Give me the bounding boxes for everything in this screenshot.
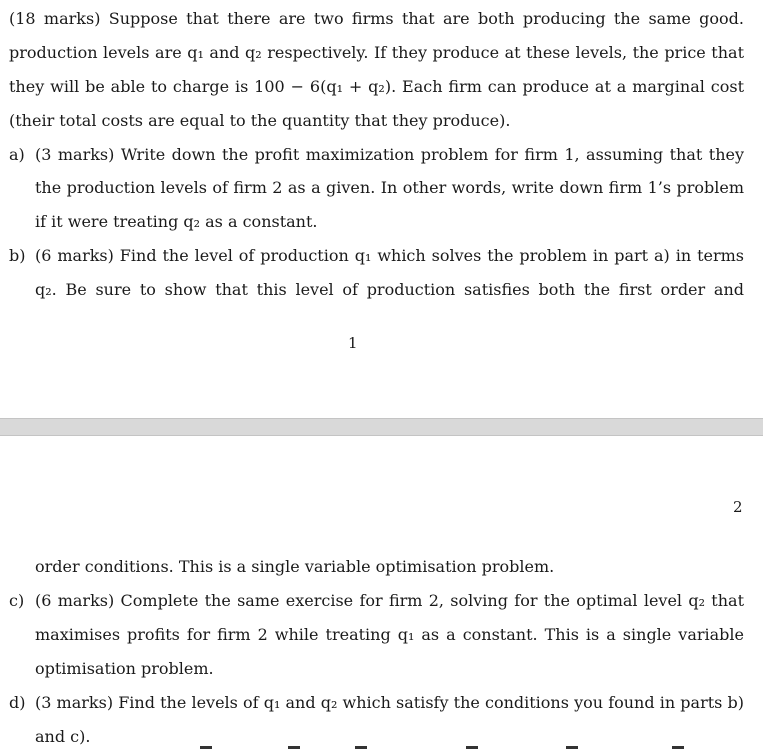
part-d-label: d) xyxy=(9,693,26,712)
page-number-1: 1 xyxy=(348,334,358,352)
cutoff-fragment xyxy=(672,746,684,749)
part-a-line-2: the production levels of firm 2 as a given. In other words, write down firm 1’s problem xyxy=(35,178,744,197)
part-b-label: b) xyxy=(9,246,26,265)
cutoff-fragment xyxy=(200,746,212,749)
part-a-line-1: (3 marks) Write down the profit maximization problem for firm 1, assuming that they xyxy=(35,145,744,164)
part-b-line-2: q₂. Be sure to show that this level of production satisfies both the first order and xyxy=(35,280,744,299)
part-a-line-3: if it were treating q₂ as a constant. xyxy=(35,212,318,231)
cutoff-fragment xyxy=(566,746,578,749)
intro-line-3: they will be able to charge is 100 − 6(q₁ + q₂). Each firm can produce at a marginal cost xyxy=(9,77,744,96)
cutoff-fragment xyxy=(288,746,300,749)
part-c-label: c) xyxy=(9,591,25,610)
page-break xyxy=(0,418,763,436)
intro-line-2: production levels are q₁ and q₂ respectively. If they produce at these levels, the price that xyxy=(9,43,744,62)
part-a-label: a) xyxy=(9,145,25,164)
intro-line-1: (18 marks) Suppose that there are two firms that are both producing the same good. xyxy=(9,9,744,28)
part-c-line-2: maximises profits for firm 2 while treating q₁ as a constant. This is a single variable xyxy=(35,625,744,644)
part-c-line-3: optimisation problem. xyxy=(35,659,214,678)
part-d-line-1: (3 marks) Find the levels of q₁ and q₂ which satisfy the conditions you found in parts b) xyxy=(35,693,744,712)
cutoff-fragment xyxy=(466,746,478,749)
cutoff-fragment xyxy=(355,746,367,749)
part-d-line-2: and c). xyxy=(35,727,91,746)
part-b-continuation: order conditions. This is a single variable optimisation problem. xyxy=(35,557,555,576)
part-c-line-1: (6 marks) Complete the same exercise for firm 2, solving for the optimal level q₂ that xyxy=(35,591,744,610)
page-number-2: 2 xyxy=(733,498,743,516)
part-b-line-1: (6 marks) Find the level of production q₁ which solves the problem in part a) in terms xyxy=(35,246,744,265)
page-2 xyxy=(0,436,763,751)
intro-line-4: (their total costs are equal to the quantity that they produce). xyxy=(9,111,511,130)
